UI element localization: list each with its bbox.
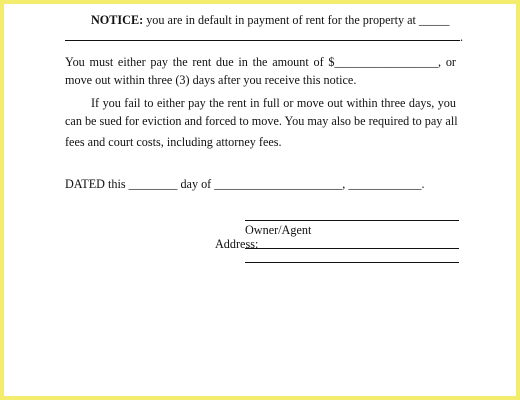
owner-signature-line[interactable] — [245, 220, 459, 221]
property-address-blank[interactable] — [65, 29, 460, 41]
dated-line: DATED this ________ day of _____________________, ____________. — [65, 177, 425, 191]
document-page — [4, 4, 516, 396]
pay-line-1: You must either pay the rent due in the amount of $_________________, or — [65, 55, 456, 69]
consequence-line-2: can be sued for eviction and forced to move. You may also be required to pay all — [65, 114, 458, 128]
address-line-2[interactable] — [245, 262, 459, 263]
pay-line-2: move out within three (3) days after you receive this notice. — [65, 73, 357, 87]
notice-line — [91, 12, 456, 28]
address-line-1[interactable] — [245, 248, 459, 249]
notice-text: you are in default in payment of rent for the property at _____ — [143, 13, 450, 27]
notice-heading: NOTICE: — [91, 13, 144, 27]
consequence-line-1: If you fail to either pay the rent in full or move out within three days, you — [91, 96, 456, 110]
owner-agent-label: Owner/Agent — [245, 223, 312, 237]
consequence-line-3: fees and court costs, including attorney fees. — [65, 135, 282, 149]
property-address-period: . — [460, 30, 464, 44]
property-address-line — [65, 29, 464, 45]
address-label: Address: — [215, 237, 259, 251]
